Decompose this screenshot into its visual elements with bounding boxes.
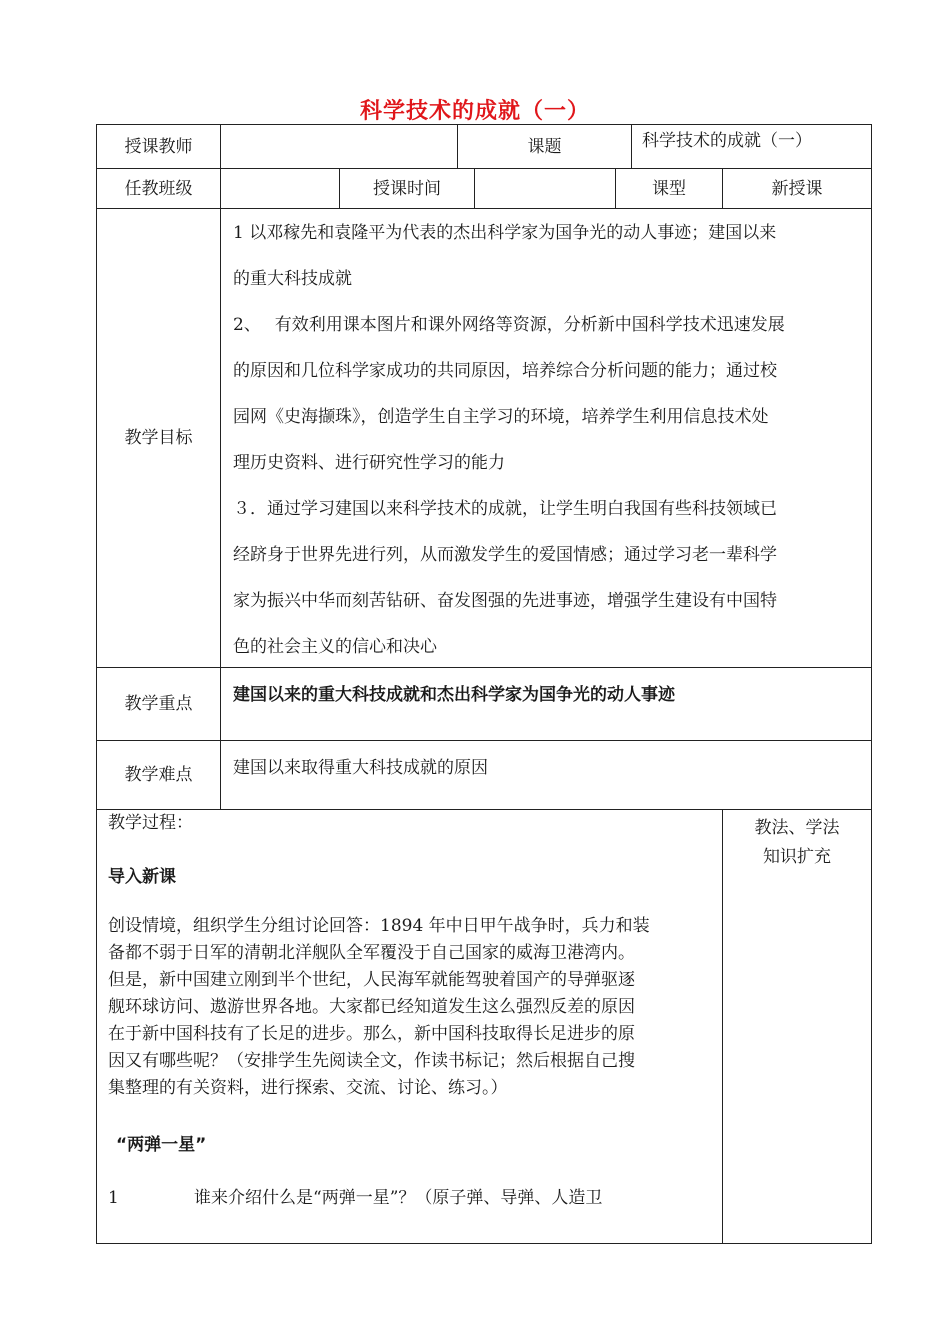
objective-line: ３．通过学习建国以来科学技术的成就，让学生明白我国有些科技领域已: [233, 499, 777, 519]
time-value: [475, 169, 615, 208]
process-heading: 教学过程：: [108, 813, 193, 833]
objective-line: 2、 有效利用课本图片和课外网络等资源，分析新中国科学技术迅速发展: [233, 315, 785, 335]
intro-title: 导入新课: [108, 867, 176, 887]
topic-value: 科学技术的成就（一）: [642, 131, 812, 151]
row-divider: [96, 809, 872, 810]
intro-paragraph: [108, 913, 716, 1102]
key-points-label: 教学重点: [124, 694, 193, 714]
objectives-label: 教学目标: [124, 428, 193, 448]
question-row: [108, 1187, 716, 1211]
objective-line: 园网《史海撷珠》，创造学生自主学习的环境，培养学生利用信息技术处: [233, 407, 769, 427]
section-title: “两弹一星”: [116, 1135, 207, 1155]
class-value: [221, 169, 339, 208]
intro-line: 因又有哪些呢？（安排学生先阅读全文，作读书标记；然后根据自己搜: [108, 1051, 635, 1071]
key-points-value: 建国以来的重大科技成就和杰出科学家为国争光的动人事迹: [233, 685, 675, 705]
teacher-label: 授课教师: [124, 136, 193, 157]
intro-line: 备都不弱于日军的清朝北洋舰队全军覆没于自己国家的威海卫港湾内。: [108, 943, 635, 963]
type-label: 课型: [652, 178, 686, 199]
side-column-divider: [722, 809, 723, 1244]
time-label: 授课时间: [373, 178, 441, 199]
intro-line: 集整理的有关资料，进行探索、交流、讨论、练习。）: [108, 1078, 508, 1098]
intro-line: 创设情境，组织学生分组讨论回答：1894 年中日甲午战争时，兵力和装: [108, 916, 650, 936]
difficulties-label: 教学难点: [124, 765, 193, 785]
question-number: 1: [108, 1188, 119, 1208]
type-value: 新授课: [771, 178, 823, 199]
objective-line: 家为振兴中华而刻苦钻研、奋发图强的先进事迹，增强学生建设有中国特: [233, 591, 777, 611]
topic-label: 课题: [527, 136, 562, 157]
table-border-right: [871, 124, 872, 1244]
question-text: 谁来介绍什么是“两弹一星”？（原子弹、导弹、人造卫: [194, 1188, 603, 1208]
objective-line: 的原因和几位科学家成功的共同原因，培养综合分析问题的能力；通过校: [233, 361, 777, 381]
objectives-text: [233, 210, 863, 670]
column-divider: [631, 124, 632, 169]
objective-line: 色的社会主义的信心和决心: [233, 637, 437, 657]
class-label: 任教班级: [124, 178, 193, 199]
intro-line: 在于新中国科技有了长足的进步。那么，新中国科技取得长足进步的原: [108, 1024, 635, 1044]
teacher-value: [221, 125, 457, 168]
objective-line: 经跻身于世界先进行列，从而激发学生的爱国情感；通过学习老一辈科学: [233, 545, 777, 565]
objective-line: 1 以邓稼先和袁隆平为代表的杰出科学家为国争光的动人事迹；建国以来: [233, 223, 777, 243]
teaching-process: [108, 812, 716, 1211]
lesson-plan-table: [96, 124, 872, 1244]
side-column-line: 知识扩充: [763, 847, 831, 867]
objective-line: 理历史资料、进行研究性学习的能力: [233, 453, 505, 473]
side-column-header: [723, 814, 871, 872]
side-column-line: 教法、学法: [754, 818, 840, 838]
table-border-bottom: [96, 1243, 872, 1244]
page-title: 科学技术的成就（一）: [359, 99, 590, 124]
difficulties-value: 建国以来取得重大科技成就的原因: [233, 758, 488, 778]
label-column-divider: [220, 124, 221, 810]
objective-line: 的重大科技成就: [233, 269, 352, 289]
intro-line: 但是，新中国建立刚到半个世纪，人民海军就能驾驶着国产的导弹驱逐: [108, 970, 635, 990]
intro-line: 舰环球访问、遨游世界各地。大家都已经知道发生这么强烈反差的原因: [108, 997, 635, 1017]
